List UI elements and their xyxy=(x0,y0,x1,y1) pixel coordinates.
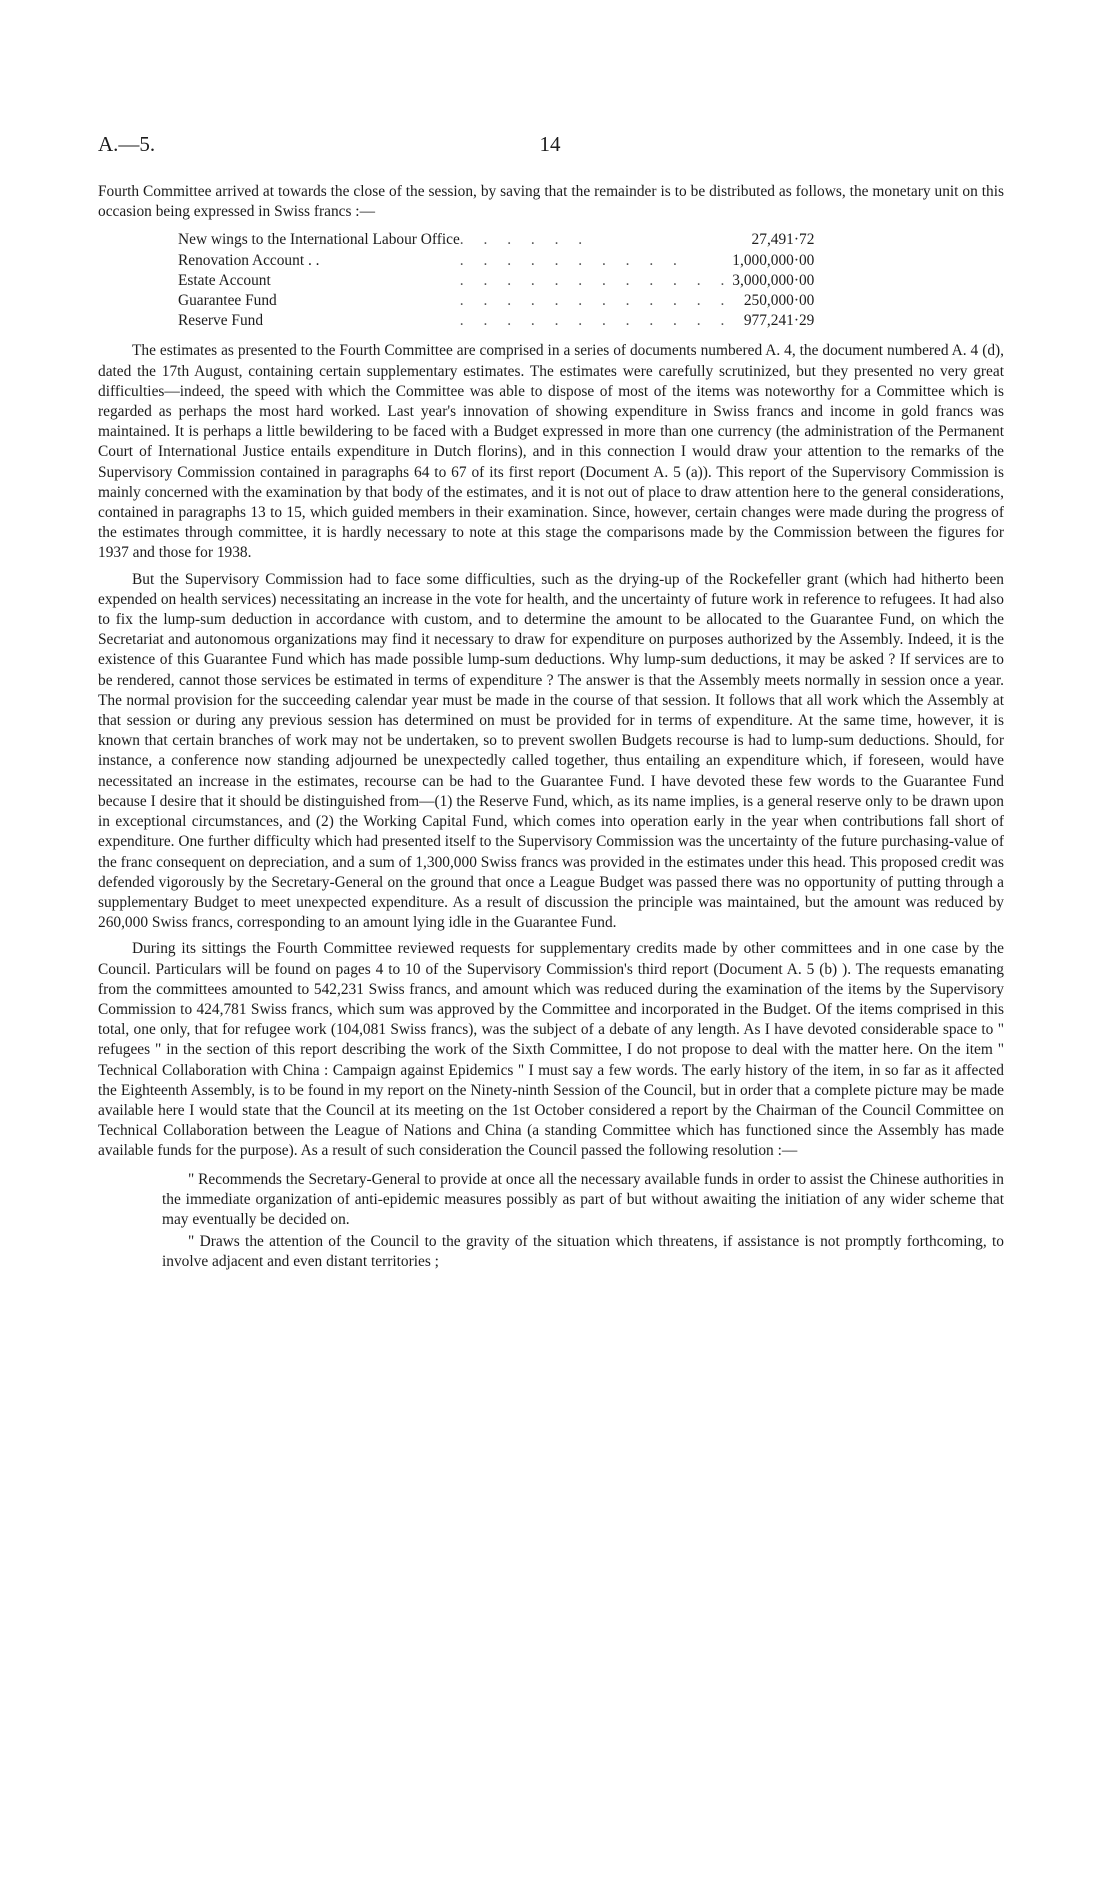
dot-leaders: . . . . . . . . . . xyxy=(459,251,685,269)
paragraph-estimates: The estimates as presented to the Fourth Committee are comprised in a series of documents numbered A. 4, the document numbered A. 4 (d), dated the 17th August, containing certain supplementary estimates. The estimates were carefully scrutinized, but they presented no very great difficulties—indeed, the speed with which the Committee was able to dispose of most of the items was noteworthy for a Committee which is regarded as perhaps the most hard worked. Last year's innovation of showing expenditure in Swiss francs and income in gold francs was maintained. It is perhaps a little bewildering to be faced with a Budget expressed in more than one currency (the administration of the Permanent Court of International Justice entails expenditure in Dutch florins), and in this connection I would draw your attention to the remarks of the Supervisory Commission contained in paragraphs 64 to 67 of its first report (Document A. 5 (a)). This report of the Supervisory Commission is mainly concerned with the examination by that body of the estimates, and it is not out of place to draw attention here to the general considerations, contained in paragraphs 13 to 15, which guided members in their examination. Since, however, certain changes were made during the progress of the estimates through committee, it is hardly necessary to note at this stage the comparisons made by the Commission between the figures for 1937 and those for 1938. xyxy=(98,342,1004,562)
estimate-label: Reserve Fund xyxy=(178,312,264,330)
estimate-amount: 977,241·29 xyxy=(743,312,815,330)
estimate-label: Renovation Account . . xyxy=(178,251,320,269)
estimate-amount: 27,491·72 xyxy=(751,231,815,249)
estimate-label: Estate Account xyxy=(178,271,271,289)
dot-leaders: . . . . . . . . . . . . xyxy=(459,312,733,330)
page-number: 14 xyxy=(539,132,561,156)
dot-leaders: . . . . . . . . . . . . xyxy=(459,271,733,289)
document-reference: A.—5. xyxy=(98,132,156,156)
resolution-clause: " Recommends the Secretary-General to provide at once all the necessary available funds in order to assist the Chinese authorities in the immediate organization of anti-epidemic measures possibly as part of but without awaiting the initiation of any wider scheme that may eventually be decided on. xyxy=(162,1170,1004,1228)
estimates-row xyxy=(178,311,814,331)
dot-leaders: . . . . . . xyxy=(459,231,591,249)
body-text xyxy=(98,182,1004,1273)
estimate-amount: 3,000,000·00 xyxy=(732,271,815,289)
resolution-clause: " Draws the attention of the Council to the gravity of the situation which threatens, if assistance is not promptly forthcoming, to involve adjacent and even distant territories ; xyxy=(162,1233,1004,1271)
estimates-row xyxy=(178,230,814,250)
estimate-amount: 250,000·00 xyxy=(743,292,815,310)
estimate-label: Guarantee Fund xyxy=(178,292,277,310)
estimate-label: New wings to the International Labour Office xyxy=(178,231,460,249)
paragraph-supervisory-commission: But the Supervisory Commission had to face some difficulties, such as the drying-up of the Rockefeller grant (which had hitherto been expended on health services) necessitating an increase in the vote for health, and the uncertainty of future work in reference to refugees. It had also to fix the lump-sum deduction in accordance with custom, and to determine the amount to be allocated to the Guarantee Fund, on which the Secretariat and autonomous organizations may find it necessary to draw for expenditure on purposes authorized by the Assembly. Indeed, it is the existence of this Guarantee Fund which has made possible lump-sum deductions. Why lump-sum deductions, it may be asked ? If services are to be rendered, cannot those services be estimated in terms of expenditure ? The answer is that the Assembly meets normally in session once a year. The normal provision for the succeeding calendar year must be made in the course of that session. It follows that all work which the Assembly at that session or during any previous session has determined on must be provided for in terms of expenditure. At the same time, however, it is known that certain branches of work may not be undertaken, so to prevent swollen Budgets recourse is had to lump-sum deductions. Should, for instance, a conference now standing adjourned be unexpectedly called together, thus entailing an expenditure which, if foreseen, would have necessitated an increase in the estimates, recourse can be had to the Guarantee Fund. I have devoted these few words to the Guarantee Fund because I desire that it should be distinguished from—(1) the Reserve Fund, which, as its name implies, is a general reserve only to be drawn upon in exceptional circumstances, and (2) the Working Capital Fund, which comes into operation early in the year when contributions fall short of expenditure. One further difficulty which had presented itself to the Supervisory Commission was the uncertainty of the future purchasing-value of the franc consequent on depreciation, and a sum of 1,300,000 Swiss francs was provided in the estimates under this head. This proposed credit was defended vigorously by the Secretary-General on the ground that once a League Budget was passed there was no opportunity of putting through a supplementary Budget to meet unexpected expenditure. As a result of discussion the principle was maintained, but the amount was reduced by 260,000 Swiss francs, corresponding to an amount lying idle in the Guarantee Fund. xyxy=(98,570,1004,932)
running-head xyxy=(98,132,1002,162)
estimates-row xyxy=(178,291,814,311)
estimates-row xyxy=(178,271,814,291)
paragraph-supplementary-credits: During its sittings the Fourth Committee reviewed requests for supplementary credits made by other committees and in one case by the Council. Particulars will be found on pages 4 to 10 of the Supervisory Commission's third report (Document A. 5 (b) ). The requests emanating from the committees amounted to 542,231 Swiss francs, and amount which was reduced during the examination of the items by the Supervisory Commission to 424,781 Swiss francs, which sum was approved by the Committee and incorporated in the Budget. Of the items comprised in this total, one only, that for refugee work (104,081 Swiss francs), was the subject of a debate of any length. As I have devoted considerable space to " refugees " in the section of this report describing the work of the Sixth Committee, I do not propose to deal with the matter here. On the item " Technical Collaboration with China : Campaign against Epidemics " I must say a few words. The early history of the item, in so far as it affected the Eighteenth Assembly, is to be found in my report on the Ninety-ninth Session of the Council, but in order that a complete picture may be made available here I would state that the Council at its meeting on the 1st October considered a report by the Chairman of the Council Committee on Technical Collaboration between the League of Nations and China (a standing Committee which has functioned since the Assembly has made available funds for the purpose). As a result of such consideration the Council passed the following resolution :— xyxy=(98,940,1004,1160)
estimate-amount: 1,000,000·00 xyxy=(732,251,815,269)
estimates-table xyxy=(178,230,814,331)
intro-paragraph: Fourth Committee arrived at towards the close of the session, by saving that the remainder is to be distributed as follows, the monetary unit on this occasion being expressed in Swiss francs :— xyxy=(98,183,1004,221)
estimates-row xyxy=(178,251,814,271)
dot-leaders: . . . . . . . . . . . . xyxy=(459,292,733,310)
